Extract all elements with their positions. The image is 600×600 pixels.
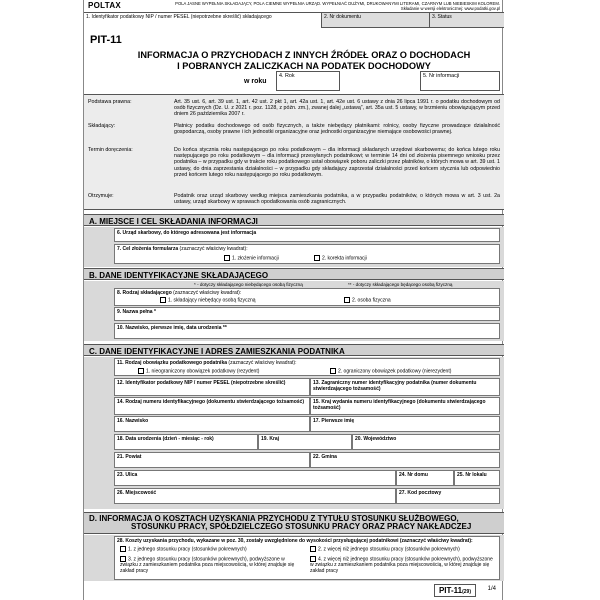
title-line-2: I POBRANYCH ZALICZKACH NA PODATEK DOCHODOWY: [177, 61, 431, 71]
page-number: 1/4: [487, 586, 496, 592]
year-label: w roku: [244, 78, 267, 85]
section-d-heading: [84, 512, 504, 534]
rule-label: Składający:: [88, 123, 116, 129]
checkbox-icon[interactable]: [344, 297, 350, 303]
field-11-tax-obligation: 11. Rodzaj obowiązku podatkowego podatnika (zaznaczyć właściwy kwadrat):: [114, 358, 500, 376]
field-21-county[interactable]: 21. Powiat: [114, 452, 310, 468]
form-id: PIT-11: [90, 34, 122, 46]
checkbox-icon[interactable]: [224, 255, 230, 261]
option-submit[interactable]: 1. złożenie informacji: [224, 255, 279, 261]
field-8-filer-type: 8. Rodzaj składającego (zaznaczyć właściwy kwadrat):: [114, 288, 500, 306]
hint-non-natural: * - dotyczy składającego niebędącego osobą fizyczną: [194, 282, 303, 287]
field-28-costs: 28. Koszty uzyskania przychodu, wykazane w poz. 30, zostały uwzględnione do wysokości przysługującej podatnikowi (zaznaczyć właściwy kwadrat):: [114, 536, 500, 580]
checkbox-icon[interactable]: [330, 368, 336, 374]
field-24-house-number[interactable]: 24. Nr domu: [396, 470, 454, 486]
field-27-postal-code[interactable]: 27. Kod pocztowy: [396, 488, 500, 504]
header-fields: [84, 12, 504, 28]
field-12-taxpayer-nip[interactable]: 12. Identyfikator podatkowy NIP / numer PESEL (niepotrzebne skreślić): [114, 378, 310, 396]
option-natural-person[interactable]: 2. osoba fizyczna: [344, 297, 391, 303]
option-one-employment-increased[interactable]: 3. z jednego stosunku pracy (stosunków pokrewnych), podwyższone w związku z zamieszkaniem podatnika poza miejscowością, w której znajduje się zakład pracy: [120, 556, 295, 575]
field-5-info-number[interactable]: 5. Nr informacji: [420, 71, 500, 91]
rule-label: Otrzymuje:: [88, 193, 114, 199]
option-multiple-employment[interactable]: 2. z więcej niż jednego stosunku pracy (stosunków pokrewnych): [310, 546, 496, 552]
footer-form-code: PIT-11(29): [434, 584, 476, 597]
field-18-birth-date[interactable]: 18. Data urodzenia (dzień - miesiąc - rok): [114, 434, 258, 450]
rule-label: Podstawa prawna:: [88, 99, 132, 105]
field-26-city[interactable]: 26. Miejscowość: [114, 488, 396, 504]
section-a-heading: A. MIEJSCE I CEL SKŁADANIA INFORMACJI: [84, 214, 504, 226]
field-15-id-country[interactable]: 15. Kraj wydania numeru identyfikacyjnego (dokumentu stwierdzającego tożsamość): [310, 397, 500, 415]
hint-natural: ** - dotyczy składającego będącego osobą fizyczną: [348, 282, 453, 287]
checkbox-icon[interactable]: [314, 255, 320, 261]
legal-rules: [84, 94, 504, 210]
field-22-municipality[interactable]: 22. Gmina: [310, 452, 500, 468]
checkbox-icon[interactable]: [160, 297, 166, 303]
rule-label: Termin doręczenia:: [88, 147, 133, 153]
field-23-street[interactable]: 23. Ulica: [114, 470, 396, 486]
option-resident[interactable]: 1. nieograniczony obowiązek podatkowy (rezydent): [138, 368, 259, 374]
title-line-1: INFORMACJA O PRZYCHODACH Z INNYCH ŹRÓDEŁ ORAZ O DOCHODACH: [137, 50, 471, 60]
brand-logo: POLTAX: [88, 1, 122, 10]
checkbox-icon[interactable]: [120, 546, 126, 552]
field-14-id-type[interactable]: 14. Rodzaj numeru identyfikacyjnego (dokumentu stwierdzającego tożsamość): [114, 397, 310, 415]
option-one-employment[interactable]: 1. z jednego stosunku pracy (stosunków pokrewnych): [120, 546, 300, 552]
form-title: [124, 50, 484, 72]
checkbox-icon[interactable]: [310, 556, 316, 562]
field-13-foreign-id[interactable]: 13. Zagraniczny numer identyfikacyjny podatnika (numer dokumentu stwierdzającego tożsamość): [310, 378, 500, 396]
top-bar: [84, 0, 504, 12]
field-3-status: 3. Status: [432, 14, 452, 20]
field-19-country[interactable]: 19. Kraj: [258, 434, 352, 450]
rule-text: Podatnik oraz urząd skarbowy według miejsca zamieszkania podatnika, a w przypadku podatników, o których mowa w art. 3 ust. 2a ustawy, urząd skarbowy w sprawach opodatkowania osób zagranicznych.: [174, 193, 500, 206]
field-16-surname[interactable]: 16. Nazwisko: [114, 416, 310, 432]
field-1-nip[interactable]: 1. Identyfikator podatkowy NIP / numer PESEL (niepotrzebne skreślić) składającego: [84, 13, 322, 28]
rule-text: Art. 35 ust. 6, art. 39 ust. 1, art. 42 ust. 2 pkt 1, art. 42a ust. 1, art. 42e ust. 6 ustawy z dnia 26 lipca 1991 r. o podatku dochodowym od osób fizycznych (Dz. U. z 2021 r. poz. 1128, z późn. zm.), zwanej dalej „ustawą”, art. 35a ust. 5 ustawy, w brzmieniu obowiązującym przed dniem 26 października 2007 r.: [174, 99, 500, 118]
field-9-full-name[interactable]: 9. Nazwa pełna *: [114, 307, 500, 321]
rule-text: Do końca stycznia roku następującego po roku podatkowym – dla informacji składanych urzędowi skarbowemu; do końca lutego roku następującego po roku podatkowym – dla informacji przesyłanych podatnikowi; w terminie 14 dni od złożenia pisemnego wniosku przez podatnika – w przypadku gdy w trakcie roku podatkowego ustał obowiązek poboru zaliczki przez płatników, o których mowa w art. 39 ust. 1 ustawy, do dnia zaprzestania działalności – w przypadku gdy składający zaprzestał działalności przed końcem stycznia lub odpowiednio przed końcem lutego roku następującego po roku podatkowym.: [174, 147, 500, 178]
field-25-flat-number[interactable]: 25. Nr lokalu: [454, 470, 500, 486]
checkbox-icon[interactable]: [138, 368, 144, 374]
option-multiple-employment-increased[interactable]: 4. z więcej niż jednego stosunku pracy (stosunków pokrewnych), podwyższone w związku z zamieszkaniem podatnika poza miejscowością, w której znajduje się zakład pracy: [310, 556, 493, 575]
option-correction[interactable]: 2. korekta informacji: [314, 255, 367, 261]
field-20-voivodeship[interactable]: 20. Województwo: [352, 434, 500, 450]
field-7-purpose: 7. Cel złożenia formularza (zaznaczyć właściwy kwadrat):: [114, 244, 500, 264]
form-page: [83, 0, 503, 600]
option-non-resident[interactable]: 2. ograniczony obowiązek podatkowy (nierezydent): [330, 368, 451, 374]
checkbox-icon[interactable]: [120, 556, 126, 562]
checkbox-icon[interactable]: [310, 546, 316, 552]
section-d-title-line-1: D. INFORMACJA O KOSZTACH UZYSKANIA PRZYCHODU Z TYTUŁU STOSUNKU SŁUŻBOWEGO,: [89, 514, 459, 523]
field-4-year[interactable]: 4. Rok: [276, 71, 340, 91]
rule-text: Płatnicy podatku dochodowego od osób fizycznych, a także niebędący płatnikami: rolnicy, osoby fizyczne prowadzące działalność gospodarczą, osoby prawne i ich jednostki organizacyjne oraz jednostki organizacyjne niemające osobowości prawnej.: [174, 123, 500, 136]
section-b-heading: B. DANE IDENTYFIKACYJNE SKŁADAJĄCEGO: [84, 268, 504, 280]
field-10-person-name[interactable]: 10. Nazwisko, pierwsze imię, data urodzenia **: [114, 323, 500, 339]
field-17-first-name[interactable]: 17. Pierwsze imię: [310, 416, 500, 432]
field-2-document-number: 2. Nr dokumentu: [322, 13, 430, 28]
section-c-heading: C. DANE IDENTYFIKACYJNE I ADRES ZAMIESZKANIA PODATNIKA: [84, 344, 504, 356]
option-non-natural-person[interactable]: 1. składający niebędący osobą fizyczną: [160, 297, 256, 303]
field-6-tax-office[interactable]: 6. Urząd skarbowy, do którego adresowana jest informacja: [114, 228, 500, 242]
fill-instructions: POLA JASNE WYPEŁNIA SKŁADAJĄCY, POLA CIEMNE WYPEŁNIA URZĄD. WYPEŁNIAĆ DUŻYMI, DRUKOWANYMI LITERAMI, CZARNYM LUB NIEBIESKIM KOLOREM. Składanie w wersji elektronicznej: www.podatki.gov.pl: [175, 1, 500, 11]
section-d-title-line-2: STOSUNKU PRACY, SPÓŁDZIELCZEGO STOSUNKU PRACY ORAZ PRACY NAKŁADCZEJ: [131, 522, 472, 531]
